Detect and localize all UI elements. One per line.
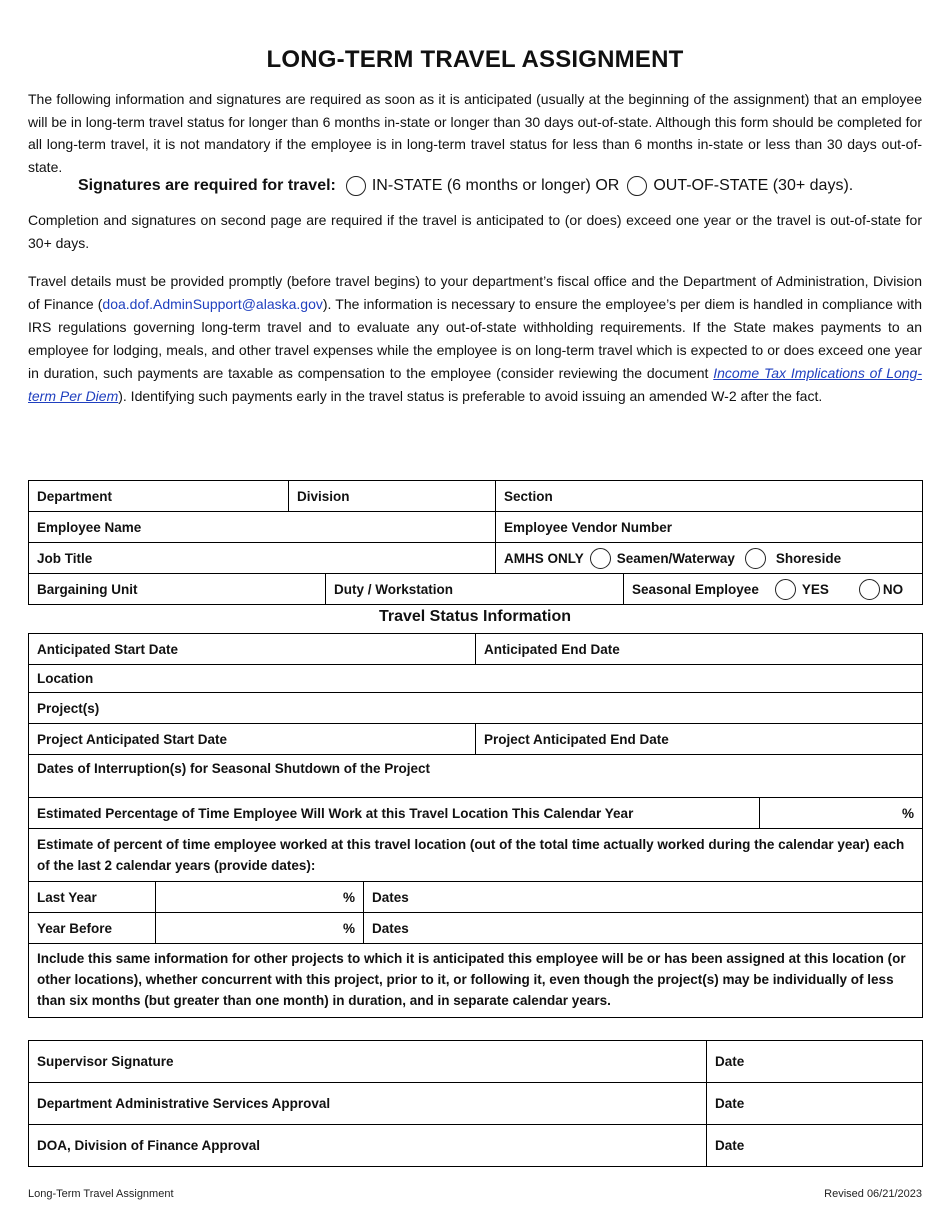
in-state-label: IN-STATE (6 months or longer) OR bbox=[371, 177, 620, 194]
in-state-radio[interactable] bbox=[346, 176, 366, 196]
seasonal-label: Seasonal Employee bbox=[632, 581, 759, 597]
interruption-dates-field[interactable]: Dates of Interruption(s) for Seasonal Shutdown of the Project bbox=[29, 755, 923, 798]
out-of-state-label: OUT-OF-STATE (30+ days). bbox=[653, 177, 854, 194]
amhs-only-label: AMHS ONLY bbox=[504, 550, 584, 566]
table-row bbox=[29, 574, 923, 605]
page-title: LONG-TERM TRAVEL ASSIGNMENT bbox=[266, 46, 684, 73]
last-year-percent-field[interactable]: % bbox=[156, 882, 364, 913]
anticipated-end-date-field[interactable]: Anticipated End Date bbox=[476, 634, 923, 665]
last-year-dates-field[interactable]: Dates bbox=[364, 882, 923, 913]
seasonal-yes-radio[interactable] bbox=[775, 579, 796, 600]
doa-approval-field[interactable]: DOA, Division of Finance Approval bbox=[29, 1125, 707, 1167]
footer-revision-date: Revised 06/21/2023 bbox=[824, 1188, 922, 1200]
travel-status-heading: Travel Status Information bbox=[378, 608, 572, 625]
table-row bbox=[29, 1041, 923, 1083]
seasonal-no-radio[interactable] bbox=[859, 579, 880, 600]
doa-date-field[interactable]: Date bbox=[707, 1125, 923, 1167]
table-row bbox=[29, 693, 923, 724]
section-field[interactable]: Section bbox=[496, 481, 923, 512]
table-row bbox=[29, 913, 923, 944]
details-text-2: ). The information is necessary to ensure the employee’s per diem is handled in compliance with IRS regulations governing long-term travel and to evaluate any out-of-state withholding requirements. If the State makes payments to an employee for lodging, meals, and other travel expenses while the employee is on long-term travel which is expected to or does exceed one year in duration, such payments are taxable as compensation to the employee (consider reviewing the document bbox=[28, 296, 922, 381]
signatures-label: Signatures are required for travel: bbox=[78, 177, 336, 194]
employee-info-table bbox=[28, 480, 923, 605]
project-end-date-field[interactable]: Project Anticipated End Date bbox=[476, 724, 923, 755]
footer-form-name: Long-Term Travel Assignment bbox=[28, 1188, 174, 1200]
out-of-state-radio[interactable] bbox=[627, 176, 647, 196]
table-row bbox=[29, 481, 923, 512]
supervisor-signature-field[interactable]: Supervisor Signature bbox=[29, 1041, 707, 1083]
last-year-label: Last Year bbox=[29, 882, 156, 913]
bargaining-unit-field[interactable]: Bargaining Unit bbox=[29, 574, 326, 605]
duty-station-field[interactable]: Duty / Workstation bbox=[326, 574, 624, 605]
other-projects-note: Include this same information for other projects to which it is anticipated this employee will be or has been assigned at this location (or other locations), whether concurrent with this project, prior to it, or following it, even though the project(s) may be individually of less than six months (but greater than one month) in duration, and in separate calendar years. bbox=[29, 944, 923, 1018]
details-text-3: ). Identifying such payments early in the travel status is preferable to avoid issuing an amended W-2 after the fact. bbox=[118, 388, 823, 404]
department-field[interactable]: Department bbox=[29, 481, 289, 512]
table-row bbox=[29, 1083, 923, 1125]
shoreside-label: Shoreside bbox=[775, 550, 842, 566]
table-row bbox=[29, 829, 923, 882]
table-row bbox=[29, 724, 923, 755]
supervisor-date-field[interactable]: Date bbox=[707, 1041, 923, 1083]
year-before-label: Year Before bbox=[29, 913, 156, 944]
table-row bbox=[29, 798, 923, 829]
details-text-1: Travel details must be provided promptly (before travel begins) to your department’s fiscal office and the Department of Administration, Division of Finance ( bbox=[28, 273, 922, 312]
estimated-percentage-label: Estimated Percentage of Time Employee Will Work at this Travel Location This Calendar Year bbox=[29, 798, 760, 829]
second-page-note: Completion and signatures on second page are required if the travel is anticipated to (or does) exceed one year or the travel is out-of-state for 30+ days. bbox=[28, 212, 922, 251]
location-field[interactable]: Location bbox=[29, 665, 923, 693]
estimate-history-note: Estimate of percent of time employee worked at this travel location (out of the total time actually worked during the calendar year) each of the last 2 calendar years (provide dates): bbox=[29, 829, 923, 882]
table-row bbox=[29, 512, 923, 543]
seamen-label: Seamen/Waterway bbox=[616, 550, 735, 566]
table-row bbox=[29, 1125, 923, 1167]
project-start-date-field[interactable]: Project Anticipated Start Date bbox=[29, 724, 476, 755]
estimated-percentage-field[interactable]: % bbox=[760, 798, 923, 829]
division-field[interactable]: Division bbox=[289, 481, 496, 512]
income-tax-doc-link[interactable]: Income Tax Implications of Long-term Per Diem bbox=[28, 365, 922, 404]
table-row bbox=[29, 665, 923, 693]
shoreside-radio[interactable] bbox=[745, 548, 766, 569]
travel-type-selector bbox=[78, 176, 938, 196]
intro-paragraph: The following information and signatures are required as soon as it is anticipated (usually at the beginning of the assignment) that an employee will be in long-term travel status for longer than 6 months in-state or longer than 30 days out-of-state. Although this form should be completed for all long-term travel, it is not mandatory if the employee is in long-term travel status for less than 6 months in-state or less than 30 days out-of-state. bbox=[28, 91, 922, 175]
travel-details-paragraph bbox=[28, 270, 922, 408]
das-date-field[interactable]: Date bbox=[707, 1083, 923, 1125]
year-before-dates-field[interactable]: Dates bbox=[364, 913, 923, 944]
table-row bbox=[29, 634, 923, 665]
table-row bbox=[29, 543, 923, 574]
vendor-number-field[interactable]: Employee Vendor Number bbox=[496, 512, 923, 543]
das-approval-field[interactable]: Department Administrative Services Approval bbox=[29, 1083, 707, 1125]
job-title-field[interactable]: Job Title bbox=[29, 543, 496, 574]
amhs-field bbox=[496, 543, 923, 574]
seasonal-no-label: NO bbox=[882, 581, 904, 597]
seamen-radio[interactable] bbox=[590, 548, 611, 569]
projects-field[interactable]: Project(s) bbox=[29, 693, 923, 724]
seasonal-yes-label: YES bbox=[801, 581, 829, 597]
approvals-table bbox=[28, 1040, 923, 1167]
table-row bbox=[29, 755, 923, 798]
seasonal-employee-field bbox=[624, 574, 923, 605]
travel-status-table bbox=[28, 633, 923, 1018]
employee-name-field[interactable]: Employee Name bbox=[29, 512, 496, 543]
table-row bbox=[29, 944, 923, 1018]
anticipated-start-date-field[interactable]: Anticipated Start Date bbox=[29, 634, 476, 665]
table-row bbox=[29, 882, 923, 913]
admin-support-email-link[interactable]: doa.dof.AdminSupport@alaska.gov bbox=[102, 296, 323, 312]
year-before-percent-field[interactable]: % bbox=[156, 913, 364, 944]
